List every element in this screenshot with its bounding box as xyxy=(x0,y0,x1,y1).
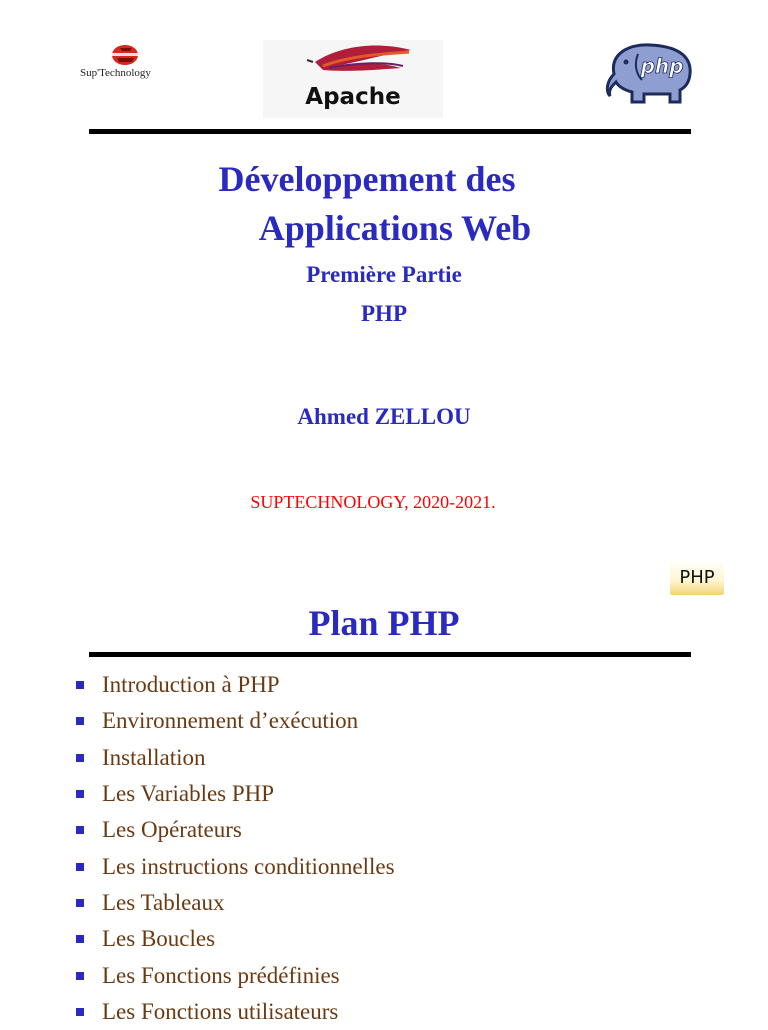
plan-list-item-label: Les Tableaux xyxy=(102,889,225,915)
plan-divider xyxy=(89,652,691,657)
plan-list-item-label: Les Boucles xyxy=(102,926,216,952)
plan-list-item-label: Les Fonctions prédéfinies xyxy=(102,962,340,988)
plan-list-item xyxy=(76,776,395,812)
apache-wordmark: Apache xyxy=(305,84,401,110)
plan-list-item xyxy=(76,957,395,993)
plan-list-item-label: Les instructions conditionnelles xyxy=(102,853,395,879)
php-elephant-logo xyxy=(604,40,696,106)
bullet-icon xyxy=(76,717,84,725)
plan-list-item xyxy=(76,921,395,957)
plan-title: Plan PHP xyxy=(308,603,460,643)
plan-list-item xyxy=(76,667,395,703)
bullet-icon xyxy=(76,899,84,907)
bullet-icon xyxy=(76,935,84,943)
sup-technology-logo xyxy=(78,42,178,82)
plan-list-item-label: Les Opérateurs xyxy=(102,817,242,843)
plan-list-item xyxy=(76,740,395,776)
bullet-icon xyxy=(76,972,84,980)
php-elephant-text: php xyxy=(640,54,684,78)
bullet-icon xyxy=(76,681,84,689)
bullet-icon xyxy=(76,1008,84,1016)
plan-list-item xyxy=(76,848,395,884)
top-divider xyxy=(89,129,691,134)
sup-technology-wordmark: Sup'Technology xyxy=(80,67,151,79)
presentation-title-line1: Développement des xyxy=(218,159,516,199)
author-name: Ahmed ZELLOU xyxy=(297,404,471,429)
plan-list-item xyxy=(76,994,395,1030)
presentation-title-line2: Applications Web xyxy=(258,208,532,248)
apache-logo xyxy=(263,40,443,118)
php-badge: PHP xyxy=(670,559,724,595)
plan-list-item-label: Environnement d’exécution xyxy=(102,708,359,734)
bullet-icon xyxy=(76,826,84,834)
plan-list-item-label: Les Variables PHP xyxy=(102,781,275,807)
sup-technology-icon xyxy=(108,42,142,68)
plan-list-item-label: Installation xyxy=(102,744,206,770)
plan-list-item xyxy=(76,885,395,921)
bullet-icon xyxy=(76,790,84,798)
plan-list-item-label: Introduction à PHP xyxy=(102,672,280,698)
presentation-subtitle: Première Partie xyxy=(306,262,462,287)
php-elephant-icon xyxy=(604,40,696,106)
apache-feather-icon xyxy=(263,40,443,90)
presentation-subject: PHP xyxy=(361,301,407,326)
plan-list-item-label: Les Fonctions utilisateurs xyxy=(102,998,339,1024)
plan-list-item xyxy=(76,703,395,739)
bullet-icon xyxy=(76,754,84,762)
bullet-icon xyxy=(76,863,84,871)
plan-list-item xyxy=(76,812,395,848)
plan-list xyxy=(76,667,395,1030)
institution-year: SUPTECHNOLOGY, 2020-2021. xyxy=(250,492,496,512)
